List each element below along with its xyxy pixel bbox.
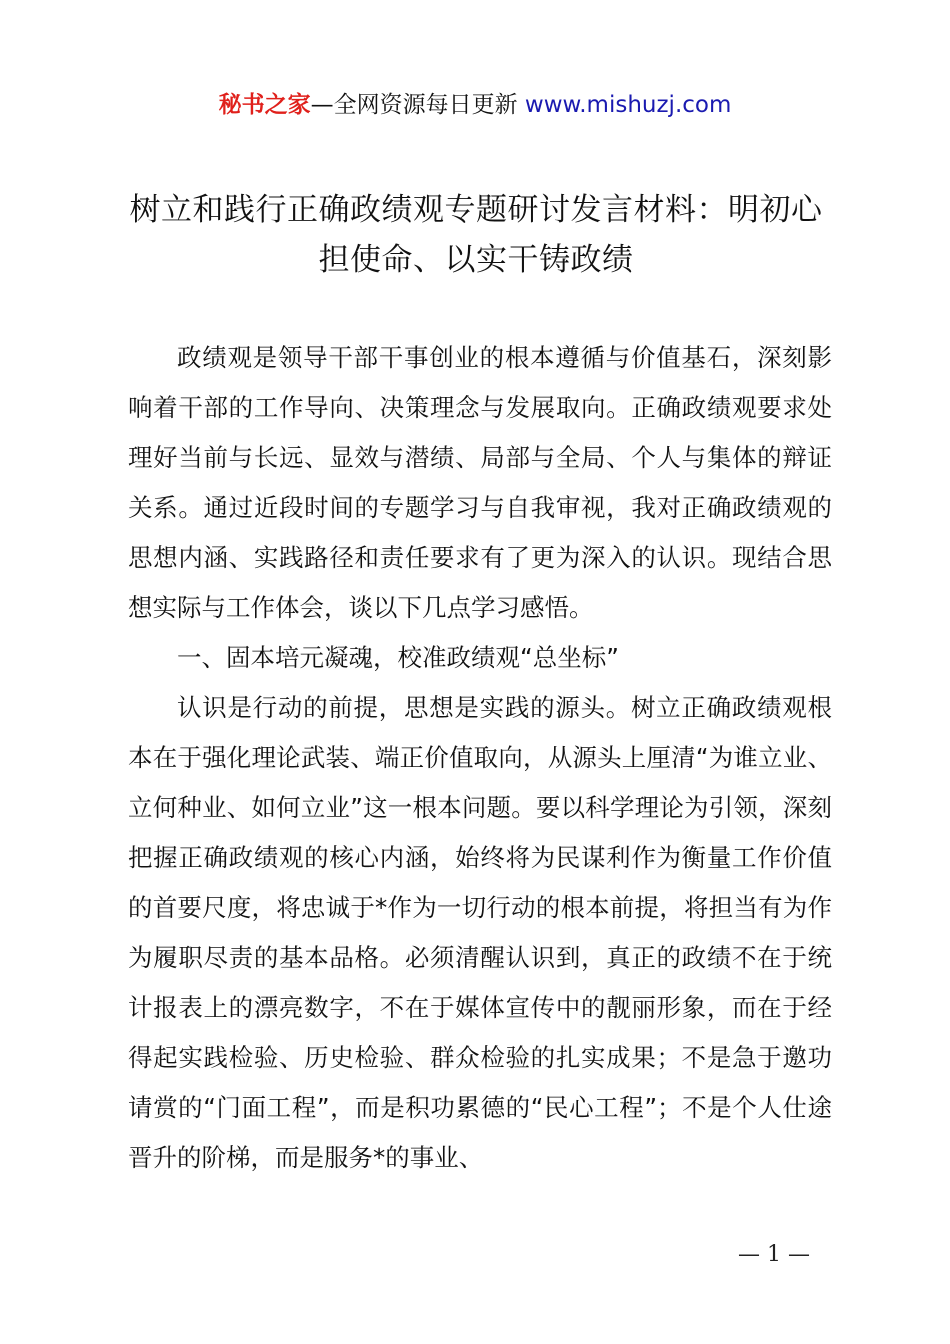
page-header [0, 88, 950, 122]
body-paragraph-intro: 政绩观是领导干部干事创业的根本遵循与价值基石，深刻影响着干部的工作导向、决策理念与发展取向。正确政绩观要求处理好当前与长远、显效与潜绩、局部与全局、个人与集体的辩证关系。通过近段时间的专题学习与自我审视，我对正确政绩观的思想内涵、实践路径和责任要求有了更为深入的认识。现结合思想实际与工作体会，谈以下几点学习感悟。 [128, 343, 832, 622]
document-title: 树立和践行正确政绩观专题研讨发言材料：明初心担使命、以实干铸政绩 [129, 192, 823, 278]
header-tagline: —全网资源每日更新 [310, 92, 525, 118]
header-brand: 秘书之家 [218, 92, 311, 118]
section-heading-1: 一、固本培元凝魂，校准政绩观“总坐标” [177, 643, 619, 672]
body-paragraph-section-1: 认识是行动的前提，思想是实践的源头。树立正确政绩观根本在于强化理论武装、端正价值取向，从源头上厘清“为谁立业、立何种业、如何立业”这一根本问题。要以科学理论为引领，深刻把握正确政绩观的核心内涵，始终将为民谋利作为衡量工作价值的首要尺度，将忠诚于*作为一切行动的根本前提，将担当有为作为履职尽责的基本品格。必须清醒认识到，真正的政绩不在于统计报表上的漂亮数字，不在于媒体宣传中的靓丽形象，而在于经得起实践检验、历史检验、群众检验的扎实成果；不是急于邀功请赏的“门面工程”，而是积功累德的“民心工程”；不是个人仕途晋升的阶梯，而是服务*的事业、 [128, 693, 832, 1172]
page-number: — 1 — [738, 1242, 810, 1267]
header-url[interactable]: www.mishuzj.com [524, 92, 732, 118]
document-body [128, 333, 832, 1183]
